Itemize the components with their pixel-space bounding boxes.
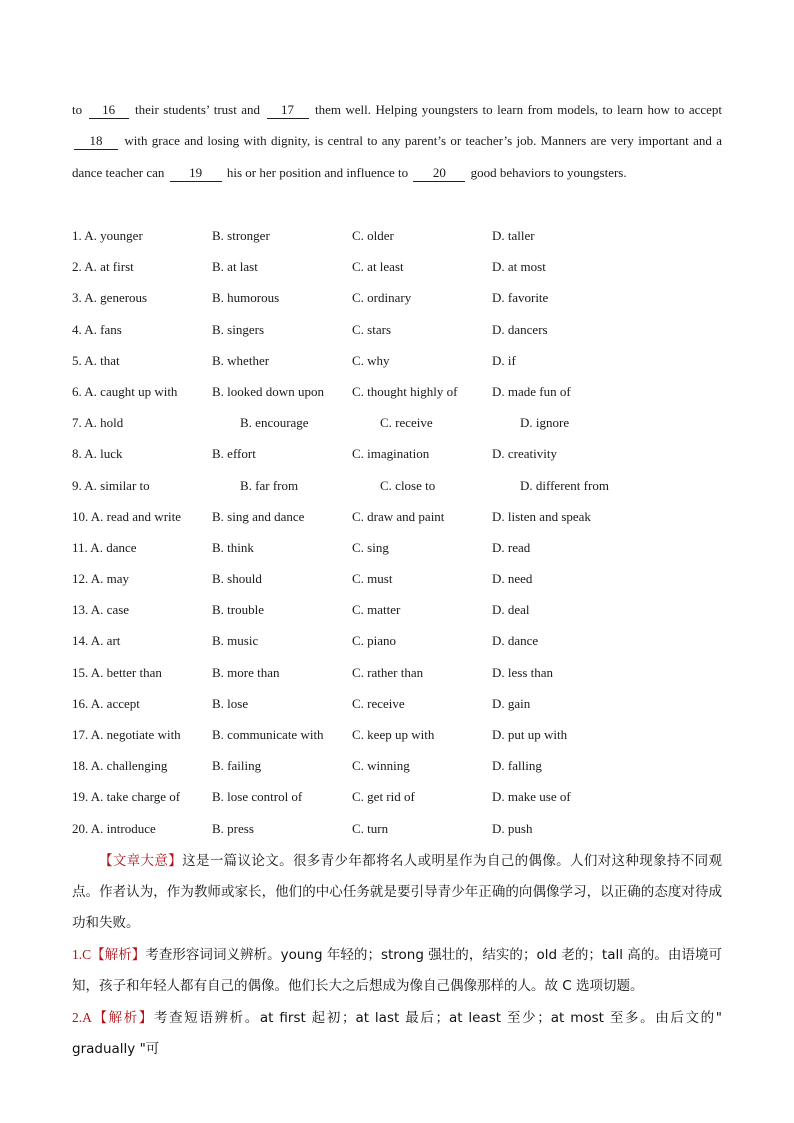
option-c: C. winning <box>352 758 410 774</box>
option-a: 20. A. introduce <box>72 820 156 836</box>
option-c: C. get rid of <box>352 789 415 805</box>
option-c: C. ordinary <box>352 290 412 306</box>
answer-1: 1.C <box>72 947 92 962</box>
option-c: C. thought highly of <box>352 383 458 399</box>
option-c: C. at least <box>352 259 404 275</box>
option-b: B. more than <box>212 664 280 680</box>
question-row <box>72 282 732 313</box>
option-a: 3. A. generous <box>72 290 148 306</box>
option-b: B. lose control of <box>212 789 303 805</box>
question-row <box>72 688 732 719</box>
analysis-item-1 <box>72 939 722 1002</box>
option-b: B. communicate with <box>212 727 324 742</box>
question-row <box>72 501 732 532</box>
option-d: D. different from <box>520 477 609 493</box>
option-c: C. sing <box>352 539 389 555</box>
option-b: B. lose <box>212 695 249 711</box>
option-c: C. must <box>352 571 393 587</box>
question-row <box>72 657 732 688</box>
question-row <box>72 470 732 501</box>
question-row <box>72 251 732 282</box>
question-row <box>72 314 732 345</box>
option-c: C. matter <box>352 602 401 618</box>
option-c: C. stars <box>352 321 391 337</box>
option-d: D. put up with <box>492 727 568 742</box>
option-a: 16. A. accept <box>72 695 140 711</box>
option-a: 6. A. caught up with <box>72 383 178 399</box>
option-a: 14. A. art <box>72 633 121 649</box>
analysis-text-2: 考查短语辨析。at first 起初；at last 最后；at least 至少；at most 至多。由后文的" gradually "可 <box>72 1010 722 1057</box>
option-c: C. keep up with <box>352 727 435 742</box>
option-b: B. sing and dance <box>212 508 305 524</box>
option-c: C. receive <box>352 695 405 711</box>
option-c: C. why <box>352 352 390 368</box>
option-d: D. favorite <box>492 290 549 306</box>
option-a: 18. A. challenging <box>72 758 168 774</box>
option-d: D. made fun of <box>492 383 571 399</box>
option-b: B. trouble <box>212 602 264 618</box>
options-list <box>72 220 732 844</box>
analysis-section <box>72 846 722 1065</box>
option-a: 2. A. at first <box>72 259 134 275</box>
option-a: 13. A. case <box>72 602 130 618</box>
question-row <box>72 532 732 563</box>
question-row <box>72 376 732 407</box>
summary-tag: 【文章大意】 <box>99 853 183 869</box>
option-b: B. should <box>212 571 262 587</box>
question-row <box>72 750 732 781</box>
blank-19: 19 <box>170 165 222 182</box>
option-d: D. at most <box>492 259 546 275</box>
analysis-tag-2: 【解析】 <box>91 1010 155 1026</box>
option-b: B. stronger <box>212 228 270 243</box>
question-row <box>72 407 732 438</box>
option-d: D. read <box>492 539 531 555</box>
option-d: D. deal <box>492 602 530 618</box>
option-a: 5. A. that <box>72 352 120 368</box>
option-d: D. ignore <box>520 415 570 431</box>
passage-segment: his or her position and influence to <box>226 164 409 180</box>
option-d: D. need <box>492 571 533 587</box>
option-a: 10. A. read and write <box>72 508 182 524</box>
passage-segment: them well. Helping youngsters to learn from models, to learn how to accept <box>314 102 723 117</box>
question-row <box>72 220 732 251</box>
question-row <box>72 781 732 812</box>
blank-16: 16 <box>89 102 129 119</box>
blank-20: 20 <box>413 165 465 182</box>
option-c: C. close to <box>380 477 436 493</box>
summary-paragraph <box>72 846 722 939</box>
option-a: 15. A. better than <box>72 664 162 680</box>
analysis-text-1: 考查形容词词义辨析。young 年轻的；strong 强壮的，结实的；old 老的；tall 高的。由语境可知，孩子和年轻人都有自己的偶像。他们长大之后想成为像自己偶像那样的人。故 C 选项切题。 <box>72 947 722 994</box>
passage-text <box>72 94 722 188</box>
option-d: D. if <box>492 352 516 368</box>
option-c: C. draw and paint <box>352 508 445 524</box>
passage-segment: their students’ trust and <box>135 102 261 117</box>
option-c: C. older <box>352 228 394 243</box>
option-a: 1. A. younger <box>72 228 143 243</box>
option-c: C. piano <box>352 633 397 649</box>
analysis-tag-1: 【解析】 <box>91 947 146 963</box>
option-a: 11. A. dance <box>72 539 137 555</box>
option-a: 12. A. may <box>72 571 130 587</box>
blank-17: 17 <box>267 102 309 119</box>
question-row <box>72 345 732 376</box>
passage-segment: to <box>72 102 83 117</box>
option-d: D. dancers <box>492 321 548 337</box>
summary-text: 这是一篇议论文。很多青少年都将名人或明星作为自己的偶像。人们对这种现象持不同观点。作者认为，作为教师或家长，他们的中心任务就是要引导青少年正确的向偶像学习，以正确的态度对待成功和失败。 <box>72 853 723 931</box>
option-b: B. press <box>212 820 254 836</box>
option-c: C. receive <box>380 415 433 431</box>
answer-2: 2.A <box>72 1010 92 1025</box>
passage-segment: with grace and losing with dignity, is central to any parent’s or teacher’s job. Manners are very important and a dance teacher can <box>72 133 722 180</box>
option-d: D. gain <box>492 695 531 711</box>
option-d: D. falling <box>492 758 542 774</box>
option-b: B. music <box>212 633 259 649</box>
question-row <box>72 438 732 469</box>
question-row <box>72 594 732 625</box>
option-c: C. rather than <box>352 664 424 680</box>
option-d: D. push <box>492 820 533 836</box>
option-d: D. taller <box>492 228 535 243</box>
option-d: D. less than <box>492 664 554 680</box>
option-b: B. singers <box>212 321 264 337</box>
option-a: 8. A. luck <box>72 446 123 462</box>
option-c: C. imagination <box>352 446 430 462</box>
option-b: B. looked down upon <box>212 383 324 399</box>
passage-segment: good behaviors to youngsters. <box>470 164 627 180</box>
option-b: B. at last <box>212 259 258 275</box>
option-b: B. far from <box>240 477 299 493</box>
option-b: B. whether <box>212 352 270 368</box>
option-b: B. encourage <box>240 415 309 431</box>
option-b: B. failing <box>212 758 262 774</box>
option-a: 17. A. negotiate with <box>72 727 181 742</box>
analysis-item-2 <box>72 1002 722 1065</box>
option-a: 19. A. take charge of <box>72 789 181 805</box>
option-d: D. make use of <box>492 789 571 805</box>
blank-18: 18 <box>74 133 118 150</box>
option-b: B. humorous <box>212 290 280 306</box>
option-d: D. dance <box>492 633 539 649</box>
question-row <box>72 813 732 844</box>
question-row <box>72 563 732 594</box>
option-c: C. turn <box>352 820 389 836</box>
question-row <box>72 625 732 656</box>
option-d: D. creativity <box>492 446 557 462</box>
option-a: 9. A. similar to <box>72 477 150 493</box>
option-a: 4. A. fans <box>72 321 122 337</box>
option-b: B. think <box>212 539 254 555</box>
option-a: 7. A. hold <box>72 415 124 431</box>
option-d: D. listen and speak <box>492 508 591 524</box>
question-row <box>72 719 732 750</box>
option-b: B. effort <box>212 446 256 462</box>
